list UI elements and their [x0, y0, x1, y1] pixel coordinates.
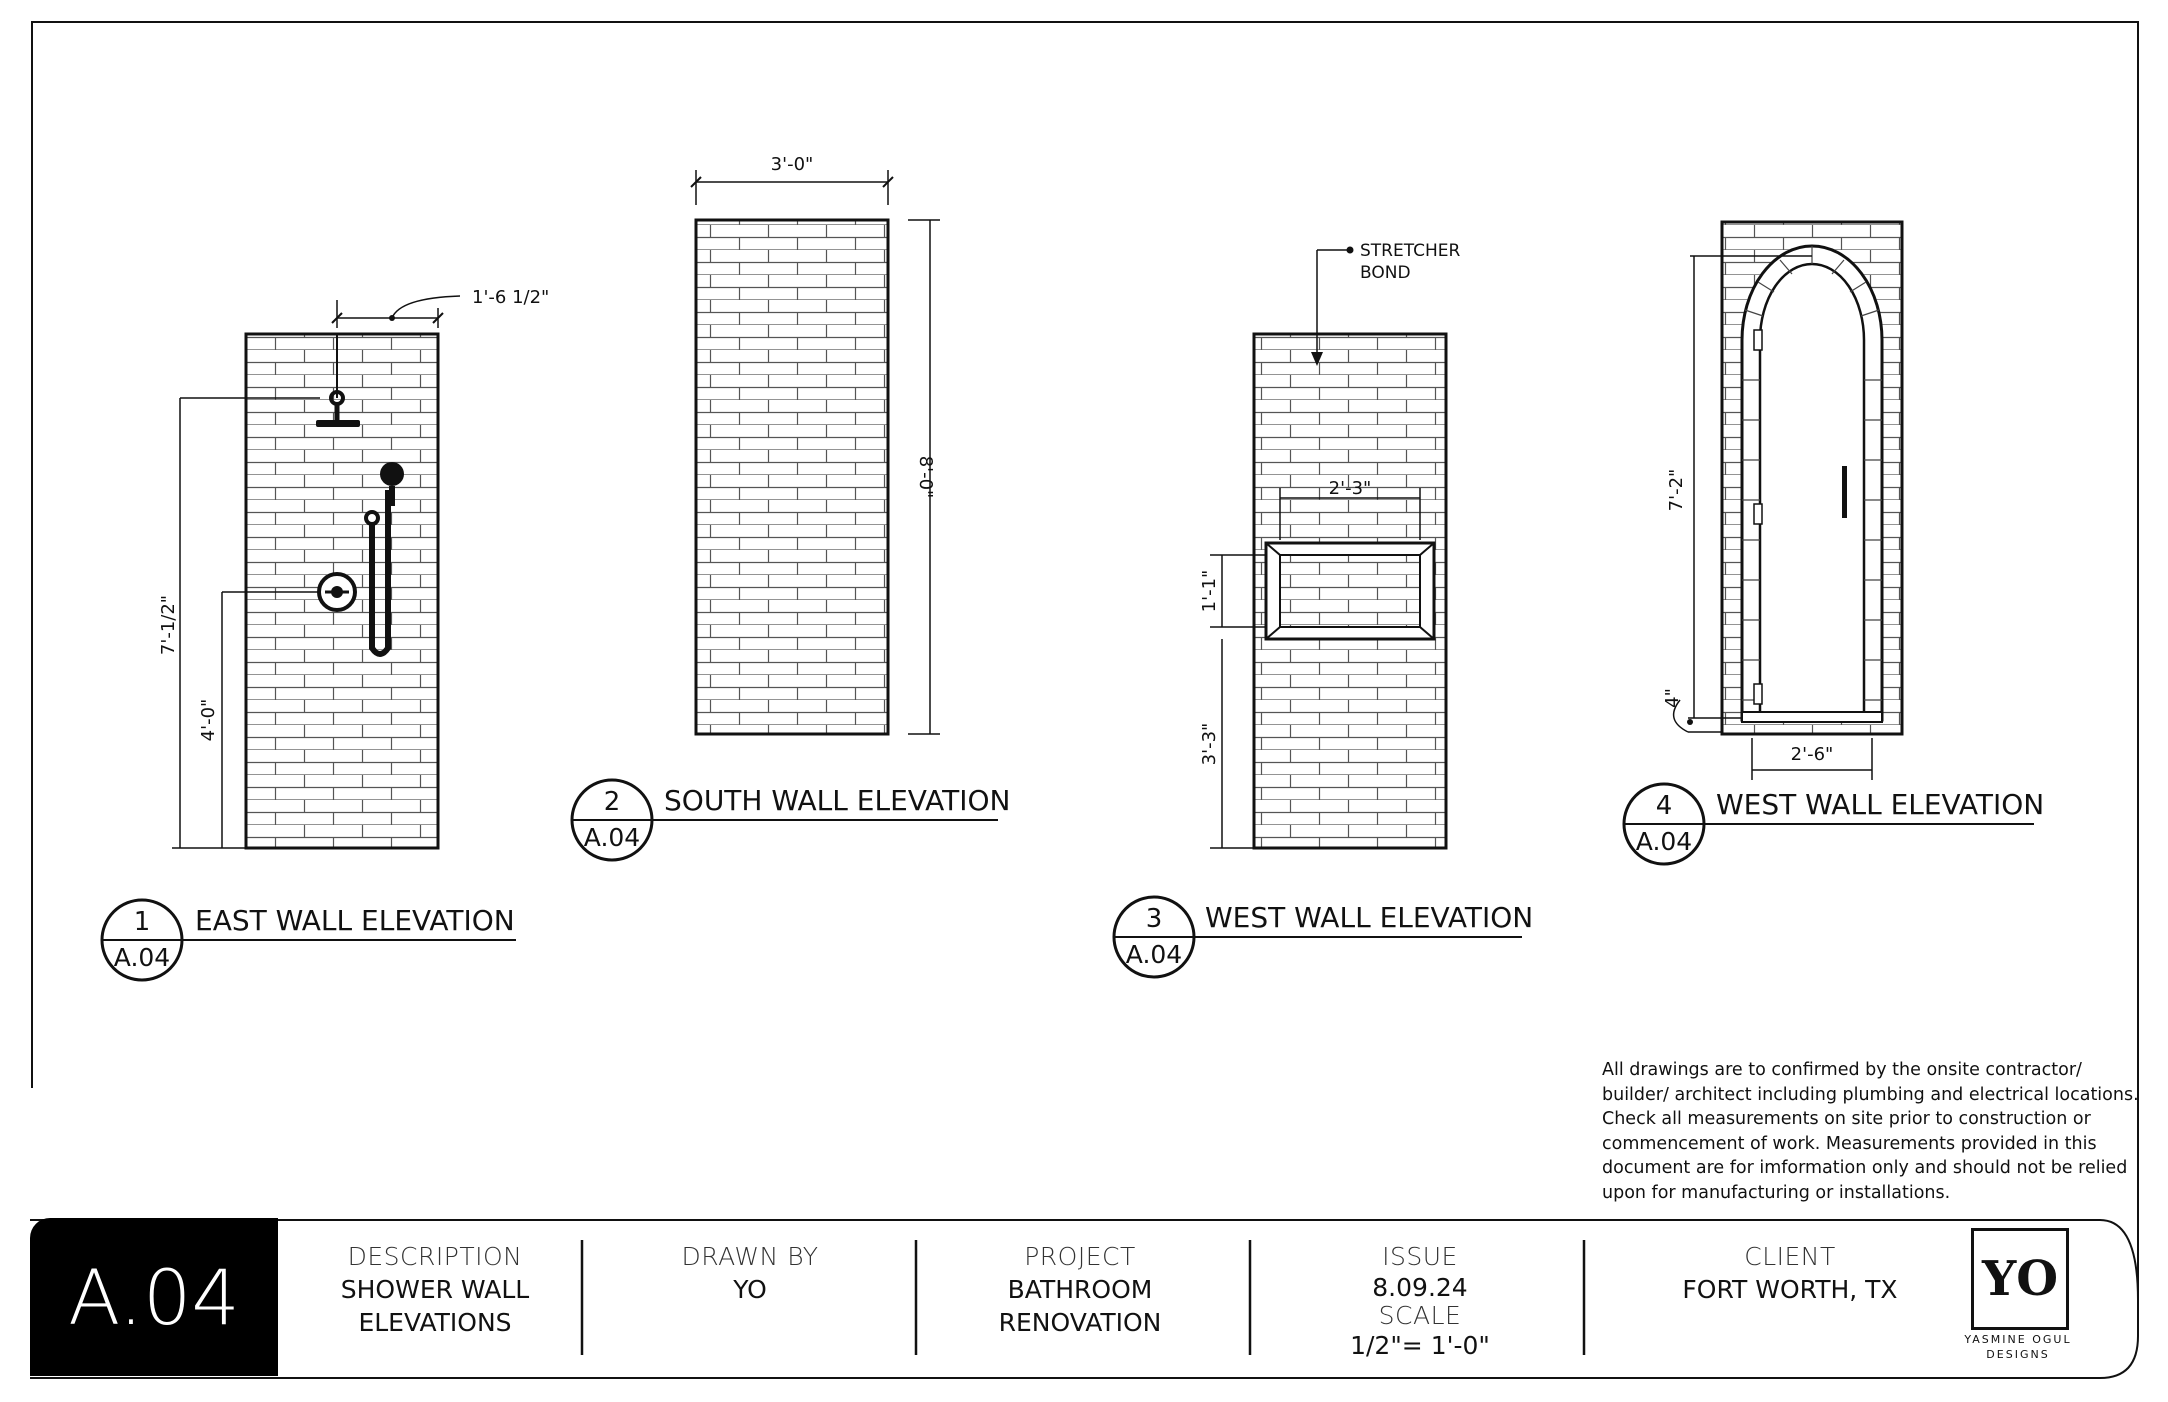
scale-value: 1/2"= 1'-0": [1350, 1331, 1490, 1360]
project-line1: BATHROOM: [1007, 1275, 1153, 1304]
tag-4-title: WEST WALL ELEVATION: [1716, 788, 2045, 821]
logo-line2: DESIGNS: [1986, 1348, 2050, 1361]
issue-value: 8.09.24: [1372, 1273, 1468, 1302]
description-label: DESCRIPTION: [347, 1242, 523, 1271]
valve-icon: [319, 574, 355, 610]
drawn-by-label: DRAWN BY: [681, 1242, 819, 1271]
door-dim-height: 7'-2": [1666, 468, 1687, 512]
elevation-tag-2: [572, 780, 1010, 860]
door-dim-width: 2'-6": [1790, 744, 1834, 765]
project-line2: RENOVATION: [998, 1308, 1162, 1337]
east-dim-top: 1'-6 1/2": [472, 287, 550, 308]
description-block: [290, 1242, 580, 1339]
tag-4-sheet: A.04: [1635, 827, 1693, 856]
west-wall-door-elevation: [1674, 222, 1902, 780]
logo-text: [1950, 1332, 2086, 1362]
drawn-by-block: [600, 1242, 900, 1306]
project-block: [930, 1242, 1230, 1339]
south-dim-width: 3'-0": [770, 154, 814, 175]
tag-1-number: 1: [133, 907, 151, 937]
west-wall-niche-elevation: [1210, 247, 1446, 849]
east-dim-low: 4'-0": [198, 698, 219, 742]
project-label: PROJECT: [1024, 1242, 1136, 1271]
scale-label: SCALE: [1378, 1301, 1462, 1330]
logo-line1: YASMINE OGUL: [1964, 1333, 2072, 1346]
south-wall-elevation: [691, 170, 940, 734]
general-note: All drawings are to confirmed by the onsite contractor/ builder/ architect including plumbing and electrical locations. Check all measurements on site prior to construction or commencement of work. Measurements provided in this document are for imformation only and should not be relied upon for manufacturing or installations.: [1602, 1060, 2139, 1203]
client-block: [1600, 1242, 1980, 1306]
issue-block: [1270, 1242, 1570, 1362]
tag-1-sheet: A.04: [113, 943, 171, 972]
tag-1-title: EAST WALL ELEVATION: [195, 904, 515, 937]
east-dim-tall: 7'-1/2": [158, 594, 179, 656]
tag-2-sheet: A.04: [583, 823, 641, 852]
stretcher-bond-callout-line1: STRETCHER: [1360, 241, 1461, 261]
elevation-tag-3: [1114, 897, 1533, 977]
tag-2-title: SOUTH WALL ELEVATION: [664, 784, 1011, 817]
sheet-number: A.04: [30, 1218, 278, 1376]
west-dim-niche-height: 1'-1": [1199, 569, 1220, 613]
tag-2-number: 2: [603, 787, 621, 817]
tag-4-number: 4: [1655, 791, 1673, 821]
east-wall-elevation: [172, 296, 460, 848]
west-dim-niche-sill: 3'-3": [1199, 722, 1220, 766]
tag-3-number: 3: [1145, 904, 1163, 934]
description-line1: SHOWER WALL: [340, 1275, 530, 1304]
issue-label: ISSUE: [1382, 1242, 1458, 1271]
drawn-by-value: YO: [733, 1275, 767, 1304]
elevation-tag-4: [1624, 784, 2044, 864]
tag-3-sheet: A.04: [1125, 940, 1183, 969]
logo-mark: YO: [1971, 1228, 2069, 1330]
stretcher-bond-callout-line2: BOND: [1360, 263, 1411, 283]
elevation-tag-1: [102, 900, 516, 980]
client-label: CLIENT: [1744, 1242, 1836, 1271]
client-value: FORT WORTH, TX: [1682, 1275, 1898, 1304]
south-dim-height: 8'-0": [915, 455, 936, 499]
west-dim-niche-width: 2'-3": [1328, 478, 1372, 499]
description-line2: ELEVATIONS: [358, 1308, 512, 1337]
door-handle-icon: [1842, 466, 1847, 518]
tag-3-title: WEST WALL ELEVATION: [1205, 901, 1534, 934]
door-dim-curb: 4": [1662, 688, 1683, 708]
